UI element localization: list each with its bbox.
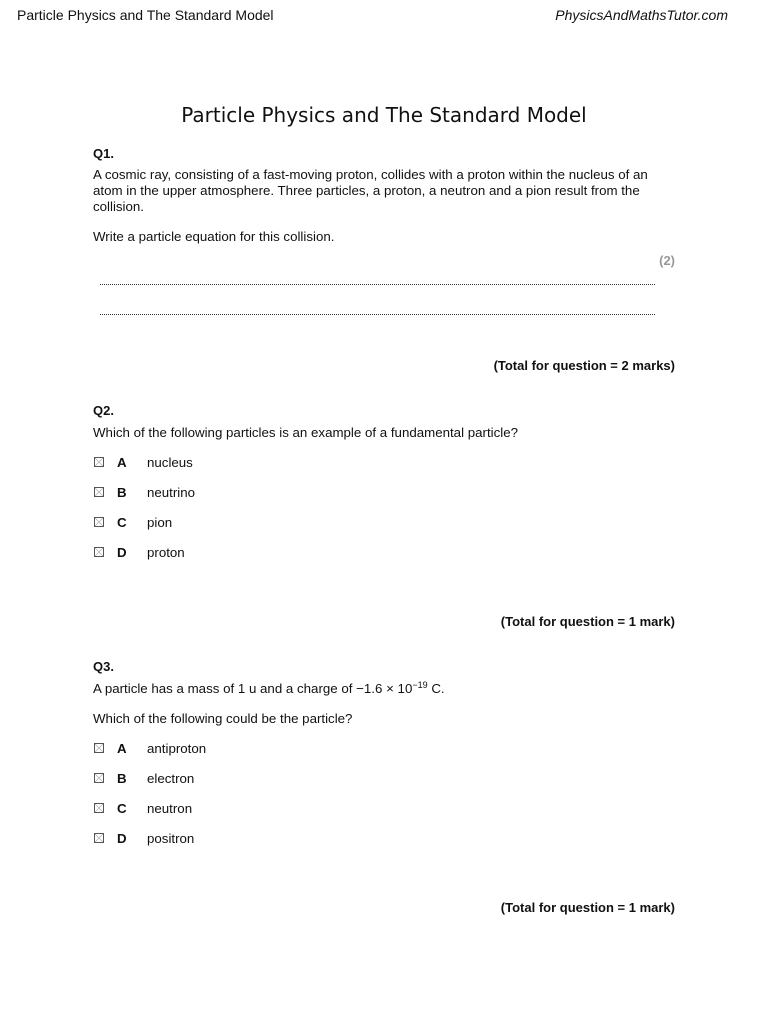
q2-option-b-text: neutrino xyxy=(147,485,196,500)
q3-label: Q3. xyxy=(93,659,114,674)
q1-answer-line-1[interactable] xyxy=(100,284,655,285)
q1-instruction: Write a particle equation for this collision. xyxy=(93,229,335,244)
q3-option-a-checkbox[interactable] xyxy=(94,743,104,753)
q2-option-c-checkbox[interactable] xyxy=(94,517,104,527)
q3-option-c-checkbox[interactable] xyxy=(94,803,104,813)
q3-option-b-letter: B xyxy=(117,771,127,786)
q3-option-a-text: antiproton xyxy=(147,741,207,756)
q1-total: (Total for question = 2 marks) xyxy=(493,358,675,373)
header-left-title: Particle Physics and The Standard Model xyxy=(17,7,274,23)
q3-option-d-letter: D xyxy=(117,831,127,846)
q3-option-b-checkbox[interactable] xyxy=(94,773,104,783)
q2-option-a-letter: A xyxy=(117,455,127,470)
q1-answer-line-2[interactable] xyxy=(100,314,655,315)
q3-total: (Total for question = 1 mark) xyxy=(500,900,675,915)
q2-option-d-letter: D xyxy=(117,545,127,560)
q3-text xyxy=(93,681,678,697)
q2-option-a-text: nucleus xyxy=(147,455,193,470)
q2-text: Which of the following particles is an example of a fundamental particle? xyxy=(93,425,518,440)
page-title: Particle Physics and The Standard Model xyxy=(181,103,587,127)
q2-label: Q2. xyxy=(93,403,114,418)
q2-option-d-text: proton xyxy=(147,545,185,560)
q2-option-b-checkbox[interactable] xyxy=(94,487,104,497)
q1-label: Q1. xyxy=(93,146,114,161)
header-site-name: PhysicsAndMathsTutor.com xyxy=(555,7,728,23)
q2-option-b-letter: B xyxy=(117,485,127,500)
q3-text-main: A particle has a mass of 1 u and a charge of −1.6 × 10 xyxy=(93,681,413,696)
q3-text-exponent: −19 xyxy=(412,680,428,690)
q3-question: Which of the following could be the particle? xyxy=(93,711,353,726)
q1-text: A cosmic ray, consisting of a fast-moving proton, collides with a proton within the nucleus of an atom in the upper atmosphere. Three particles, a proton, a neutron and a pion result from the collision. xyxy=(93,167,648,214)
q2-option-a-checkbox[interactable] xyxy=(94,457,104,467)
q2-option-d-checkbox[interactable] xyxy=(94,547,104,557)
q2-option-c-text: pion xyxy=(147,515,173,530)
q3-option-b-text: electron xyxy=(147,771,195,786)
q3-text-unit: C. xyxy=(427,681,445,696)
q3-option-d-text: positron xyxy=(147,831,195,846)
q3-option-c-text: neutron xyxy=(147,801,193,816)
q3-option-c-letter: C xyxy=(117,801,127,816)
q3-option-a-letter: A xyxy=(117,741,127,756)
q2-option-c-letter: C xyxy=(117,515,127,530)
q1-marks: (2) xyxy=(659,253,675,268)
q2-total: (Total for question = 1 mark) xyxy=(500,614,675,629)
q3-option-d-checkbox[interactable] xyxy=(94,833,104,843)
